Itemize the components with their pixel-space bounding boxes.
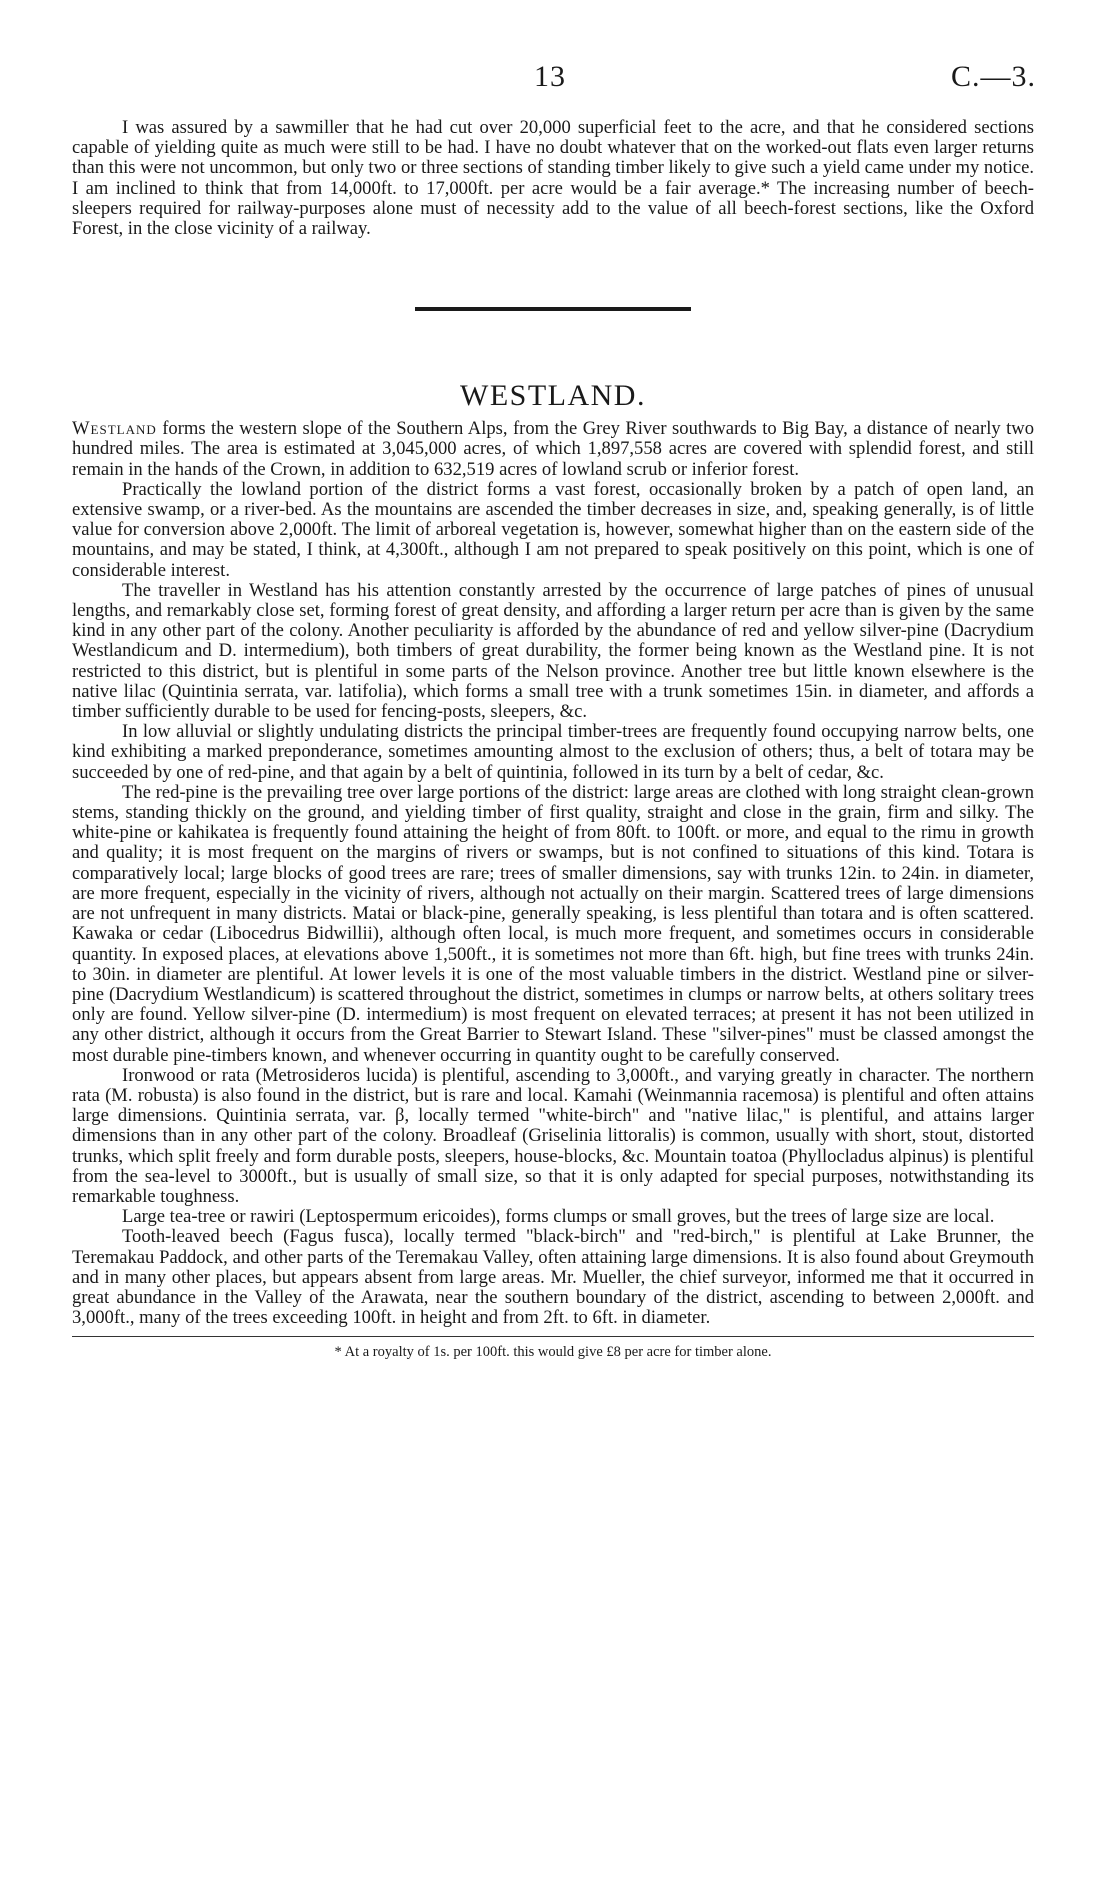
page-body bbox=[72, 118, 1034, 1361]
section-paragraph: Practically the lowland portion of the district forms a vast forest, occasionally broken by a patch of open land, an extensive swamp, or a river-bed. As the mountains are ascended the timber decreases in size, and, speaking generally, is of little value for conversion above 2,000ft. The limit of arboreal vegetation is, however, somewhat higher than on the eastern side of the mountains, and may be stated, I think, at 4,300ft., although I am not prepared to speak positively on this point, which is one of considerable interest. bbox=[72, 478, 1034, 581]
section-paragraph: Large tea-tree or rawiri (Leptospermum ericoides), forms clumps or small groves, but the trees of large size are local. bbox=[122, 1206, 995, 1228]
section-paragraph: The red-pine is the prevailing tree over large portions of the district: large areas are clothed with long straight clean-grown stems, standing thickly on the ground, and yielding timber of first quality, straight and close in the grain, firm and silky. The white-pine or kahikatea is frequently found attaining the height of from 80ft. to 100ft. or more, and equal to the rimu in growth and quality; it is most frequent on the margins of rivers or swamps, but is not confined to situations of this kind. Totara is comparatively local; large blocks of good trees are rare; trees of smaller dimensions, say with trunks 12in. to 24in. in diameter, are more frequent, especially in the vicinity of rivers, although not actually on their margin. Scattered trees of large dimensions are not unfrequent in many districts. Matai or black-pine, generally speaking, is less plentiful than totara and is often scattered. Kawaka or cedar (Libocedrus Bidwillii), although often local, is much more frequent, and sometimes occurs in considerable quantity. In exposed places, at elevations above 1,500ft., it is sometimes not more than 6ft. high, but fine trees with trunks 24in. to 30in. in diameter are plentiful. At lower levels it is one of the most valuable timbers in the district. Westland pine or silver-pine (Dacrydium Westlandicum) is scattered throughout the district, sometimes in clumps or narrow belts, at others solitary trees only are found. Yellow silver-pine (D. intermedium) is most frequent on elevated terraces; at present it has not been utilized in any other district, although it occurs from the Great Barrier to Stewart Island. These "silver-pines" must be classed amongst the most durable pine-timbers known, and whenever occurring in quantity ought to be carefully conserved. bbox=[72, 781, 1034, 1066]
page-header bbox=[0, 60, 1114, 100]
footnote-divider bbox=[72, 1336, 1034, 1337]
section-paragraph: In low alluvial or slightly undulating districts the principal timber-trees are frequently found occupying narrow belts, one kind exhibiting a marked preponderance, sometimes amounting almost to the exclusion of others; thus, a belt of totara may be succeeded by one of red-pine, and that again by a belt of quintinia, followed in its turn by a belt of cedar, &c. bbox=[72, 721, 1034, 783]
paragraph-text: forms the western slope of the Southern Alps, from the Grey River southwards to Big Bay, a distance of nearly two hundred miles. The area is estimated at 3,045,000 acres, of which 1,897,558 acres are covered with splendid forest, and still remain in the hands of the Crown, in addition to 632,519 acres of lowland scrub or inferior forest. bbox=[72, 418, 1034, 480]
section-title: WESTLAND. bbox=[460, 379, 646, 413]
page-number: 13 bbox=[534, 60, 566, 93]
section-paragraph: The traveller in Westland has his attention constantly arrested by the occurrence of large patches of pines of unusual lengths, and remarkably close set, forming forest of great density, and affording a larger return per acre than is given by the same kind in any other part of the colony. Another peculiarity is afforded by the abundance of red and yellow silver-pine (Dacrydium Westlandicum and D. intermedium), both timbers of great durability, the former being known as the Westland pine. It is not restricted to this district, but is plentiful in some parts of the Nelson province. Another tree but little known elsewhere is the native lilac (Quintinia serrata, var. latifolia), which forms a small tree with a trunk sometimes 15in. in diameter, and affords a timber sufficiently durable to be used for fencing-posts, sleepers, &c. bbox=[72, 579, 1034, 723]
section-divider bbox=[415, 307, 691, 311]
section-paragraph: Ironwood or rata (Metrosideros lucida) is plentiful, ascending to 3,000ft., and varying greatly in character. The northern rata (M. robusta) is also found in the district, but is rare and local. Kamahi (Weinmannia racemosa) is plentiful and often attains large dimensions. Quintinia serrata, var. β, locally termed "white-birch" and "native lilac," is plentiful, and attains larger dimensions than in any other part of the colony. Broadleaf (Griselinia littoralis) is common, usually with short, stout, distorted trunks, which split freely and form durable posts, sleepers, house-blocks, &c. Mountain toatoa (Phyllocladus alpinus) is plentiful from the sea-level to 3000ft., but is usually of small size, so that it is only adapted for special purposes, notwithstanding its remarkable toughness. bbox=[72, 1064, 1034, 1207]
footnote: * At a royalty of 1s. per 100ft. this would give £8 per acre for timber alone. bbox=[334, 1344, 772, 1361]
document-reference: C.—3. bbox=[950, 60, 1036, 93]
section-paragraph bbox=[72, 419, 1034, 480]
section-paragraph: Tooth-leaved beech (Fagus fusca), locally termed "black-birch" and "red-birch," is plentiful at Lake Brunner, the Teremakau Paddock, and other parts of the Teremakau Valley, often attaining large dimensions. It is also found about Greymouth and in many other places, but appears absent from large areas. Mr. Mueller, the chief surveyor, informed me that it occurred in great abundance in the Valley of the Arawata, near the southern boundary of the district, ascending to between 2,000ft. and 3,000ft., many of the trees exceeding 100ft. in height and from 2ft. to 6ft. in diameter. bbox=[72, 1226, 1034, 1329]
lead-word: Westland bbox=[72, 418, 157, 440]
intro-paragraph: I was assured by a sawmiller that he had cut over 20,000 superficial feet to the acre, and that he considered sections capable of yielding quite as much were still to be had. I have no doubt whatever that on the worked-out flats even larger returns than this were not uncommon, but only two or three sections of standing timber likely to give such a yield came under my notice. I am inclined to think that from 14,000ft. to 17,000ft. per acre would be a fair average.* The increasing number of beech-sleepers required for railway-purposes alone must of necessity add to the value of all beech-forest sections, like the Oxford Forest, in the close vicinity of a railway. bbox=[72, 117, 1035, 240]
